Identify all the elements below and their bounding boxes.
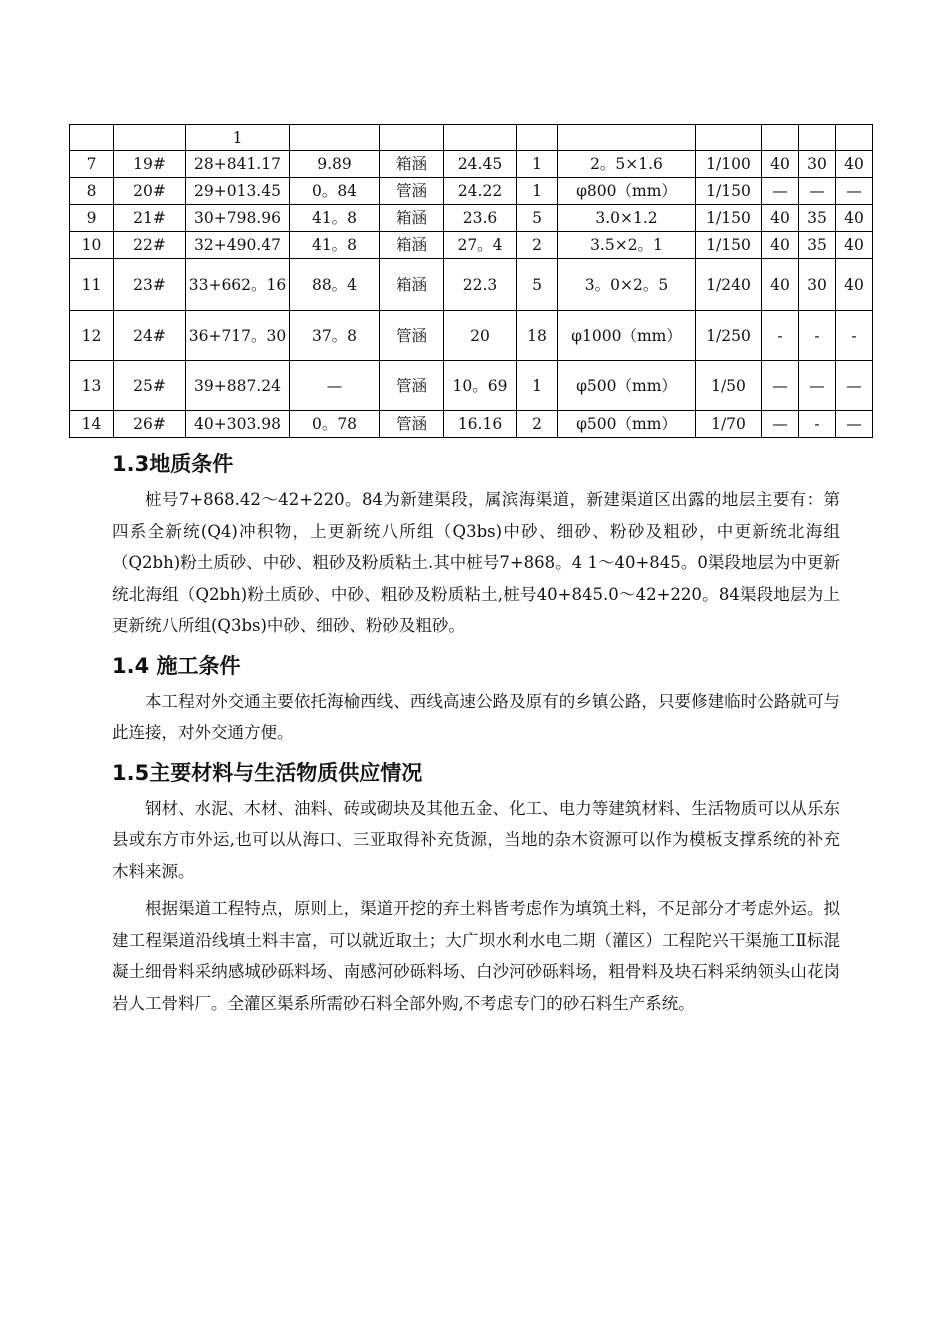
table-cell: 1/150 xyxy=(696,205,762,232)
table-cell: 管涵 xyxy=(380,411,444,438)
table-cell: 40 xyxy=(762,259,799,311)
table-cell: 箱涵 xyxy=(380,232,444,259)
table-cell xyxy=(762,125,799,151)
paragraph-construction: 本工程对外交通主要依托海榆西线、西线高速公路及原有的乡镇公路，只要修建临时公路就可与此连接，对外交通方便。 xyxy=(112,691,840,742)
table-cell: 管涵 xyxy=(380,311,444,361)
table-cell: φ500（mm） xyxy=(558,411,696,438)
table-cell xyxy=(558,125,696,151)
table-cell: 88。4 xyxy=(290,259,380,311)
table-row xyxy=(70,259,873,311)
section-heading-materials: 1.5主要材料与生活物质供应情况 xyxy=(112,760,423,785)
table-cell xyxy=(517,125,558,151)
table-cell: 29+013.45 xyxy=(186,178,290,205)
table-cell: 37。8 xyxy=(290,311,380,361)
table-cell: 2。5×1.6 xyxy=(558,151,696,178)
table-cell: 箱涵 xyxy=(380,259,444,311)
table-cell: 36+717。30 xyxy=(186,311,290,361)
paragraph-geology: 桩号7+868.42～42+220。84为新建渠段，属滨海渠道，新建渠道区出露的地层主要有：第四系全新统(Q4)冲积物，上更新统八所组（Q3bs)中砂、细砂、粉砂及粗砂，中更新统北海组（Q2bh)粉土质砂、中砂、粗砂及粉质粘土.其中桩号7+868。4 1～40+845。0渠段地层为中更新统北海组（Q2bh)粉土质砂、中砂、粗砂及粉质粘土,桩号40+845.0～42+220。84渠段地层为上更新统八所组(Q3bs)中砂、细砂、粉砂及粗砂。 xyxy=(112,490,840,635)
table-cell: — xyxy=(836,361,873,411)
table-cell xyxy=(799,125,836,151)
table-cell: 2 xyxy=(517,411,558,438)
table-cell: 7 xyxy=(70,151,114,178)
table-cell: 1 xyxy=(186,125,290,151)
table-cell: 0。78 xyxy=(290,411,380,438)
table-cell xyxy=(380,125,444,151)
table-cell: 40 xyxy=(836,259,873,311)
table-cell: - xyxy=(799,311,836,361)
table-cell: 41。8 xyxy=(290,205,380,232)
table-cell: 22# xyxy=(114,232,186,259)
table-cell: 28+841.17 xyxy=(186,151,290,178)
table-row xyxy=(70,232,873,259)
table-cell: 8 xyxy=(70,178,114,205)
table-cell: 40 xyxy=(836,151,873,178)
table-cell: 1 xyxy=(517,178,558,205)
table-cell: 32+490.47 xyxy=(186,232,290,259)
table-cell: 24.22 xyxy=(444,178,517,205)
table-cell: 24.45 xyxy=(444,151,517,178)
table-cell: 5 xyxy=(517,259,558,311)
table-cell: — xyxy=(762,411,799,438)
table-cell: - xyxy=(836,311,873,361)
table-cell: 3.5×2。1 xyxy=(558,232,696,259)
table-cell: φ1000（mm） xyxy=(558,311,696,361)
table-cell: 1 xyxy=(517,151,558,178)
table-cell: 30 xyxy=(799,151,836,178)
table-row xyxy=(70,311,873,361)
table-cell: 14 xyxy=(70,411,114,438)
table-cell: 11 xyxy=(70,259,114,311)
table-row xyxy=(70,151,873,178)
table-cell: 20 xyxy=(444,311,517,361)
table-cell: 26# xyxy=(114,411,186,438)
table-cell: 23.6 xyxy=(444,205,517,232)
table-cell: — xyxy=(762,178,799,205)
table-cell: 1/240 xyxy=(696,259,762,311)
table-cell: — xyxy=(799,361,836,411)
table-cell: 1/100 xyxy=(696,151,762,178)
paragraph-materials-supply: 钢材、水泥、木材、油料、砖或砌块及其他五金、化工、电力等建筑材料、生活物质可以从乐东县或东方市外运,也可以从海口、三亚取得补充货源，当地的杂木资源可以作为模板支撑系统的补充木料来源。 xyxy=(112,798,840,881)
paragraph-materials-earthwork: 根据渠道工程特点，原则上，渠道开挖的弃土料皆考虑作为填筑土料，不足部分才考虑外运。拟建工程渠道沿线填土料丰富，可以就近取土；大广坝水利水电二期（灌区）工程陀兴干渠施工Ⅱ标混凝土细骨料采纳感城砂砾料场、南感河砂砾料场、白沙河砂砾料场，粗骨料及块石料采纳领头山花岗岩人工骨料厂。全灌区渠系所需砂石料全部外购,不考虑专门的砂石料生产系统。 xyxy=(112,899,840,1013)
table-cell xyxy=(696,125,762,151)
table-cell: 40 xyxy=(762,232,799,259)
table-cell: 10 xyxy=(70,232,114,259)
table-cell: 40+303.98 xyxy=(186,411,290,438)
table-cell: 35 xyxy=(799,232,836,259)
table-cell: 管涵 xyxy=(380,178,444,205)
table-row xyxy=(70,125,873,151)
document-body xyxy=(112,444,840,1019)
table-cell: 39+887.24 xyxy=(186,361,290,411)
table-cell: 箱涵 xyxy=(380,151,444,178)
table-cell: φ800（mm） xyxy=(558,178,696,205)
table-row xyxy=(70,205,873,232)
table-cell: 1 xyxy=(517,361,558,411)
table-cell: 1/70 xyxy=(696,411,762,438)
table-cell: 1/250 xyxy=(696,311,762,361)
table-cell: 40 xyxy=(836,205,873,232)
culvert-table xyxy=(69,124,873,438)
table-cell: 10。69 xyxy=(444,361,517,411)
table-cell: — xyxy=(836,178,873,205)
table-cell: 27。4 xyxy=(444,232,517,259)
table-cell: - xyxy=(799,411,836,438)
table-cell: 0。84 xyxy=(290,178,380,205)
table-cell: — xyxy=(836,411,873,438)
table-cell: 22.3 xyxy=(444,259,517,311)
table-cell: 21# xyxy=(114,205,186,232)
table-cell: 16.16 xyxy=(444,411,517,438)
table-cell: 3.0×1.2 xyxy=(558,205,696,232)
table-row xyxy=(70,361,873,411)
table-cell: 19# xyxy=(114,151,186,178)
table-cell: 5 xyxy=(517,205,558,232)
table-cell: 40 xyxy=(836,232,873,259)
table-cell: — xyxy=(799,178,836,205)
table-cell: 23# xyxy=(114,259,186,311)
table-cell: 管涵 xyxy=(380,361,444,411)
table-cell: 9 xyxy=(70,205,114,232)
table-cell: 24# xyxy=(114,311,186,361)
table-cell xyxy=(444,125,517,151)
table-cell: 41。8 xyxy=(290,232,380,259)
table-cell: — xyxy=(290,361,380,411)
table-cell: - xyxy=(762,311,799,361)
table-cell: φ500（mm） xyxy=(558,361,696,411)
table-cell xyxy=(290,125,380,151)
table-cell: 1/50 xyxy=(696,361,762,411)
table-cell: 40 xyxy=(762,151,799,178)
table-row xyxy=(70,178,873,205)
table-row xyxy=(70,411,873,438)
table-cell: 20# xyxy=(114,178,186,205)
table-cell: 1/150 xyxy=(696,232,762,259)
table-cell: — xyxy=(762,361,799,411)
table-cell: 18 xyxy=(517,311,558,361)
table-cell: 9.89 xyxy=(290,151,380,178)
table-cell: 3。0×2。5 xyxy=(558,259,696,311)
table-cell xyxy=(114,125,186,151)
table-cell: 25# xyxy=(114,361,186,411)
table-cell xyxy=(70,125,114,151)
table-cell: 40 xyxy=(762,205,799,232)
table-cell: 箱涵 xyxy=(380,205,444,232)
table-cell xyxy=(836,125,873,151)
table-cell: 13 xyxy=(70,361,114,411)
section-heading-geology: 1.3地质条件 xyxy=(112,452,234,476)
table-cell: 35 xyxy=(799,205,836,232)
table-cell: 12 xyxy=(70,311,114,361)
table-cell: 30+798.96 xyxy=(186,205,290,232)
section-heading-construction: 1.4 施工条件 xyxy=(112,653,241,678)
table-cell: 30 xyxy=(799,259,836,311)
table-cell: 33+662。16 xyxy=(186,259,290,311)
table-cell: 1/150 xyxy=(696,178,762,205)
table-cell: 2 xyxy=(517,232,558,259)
